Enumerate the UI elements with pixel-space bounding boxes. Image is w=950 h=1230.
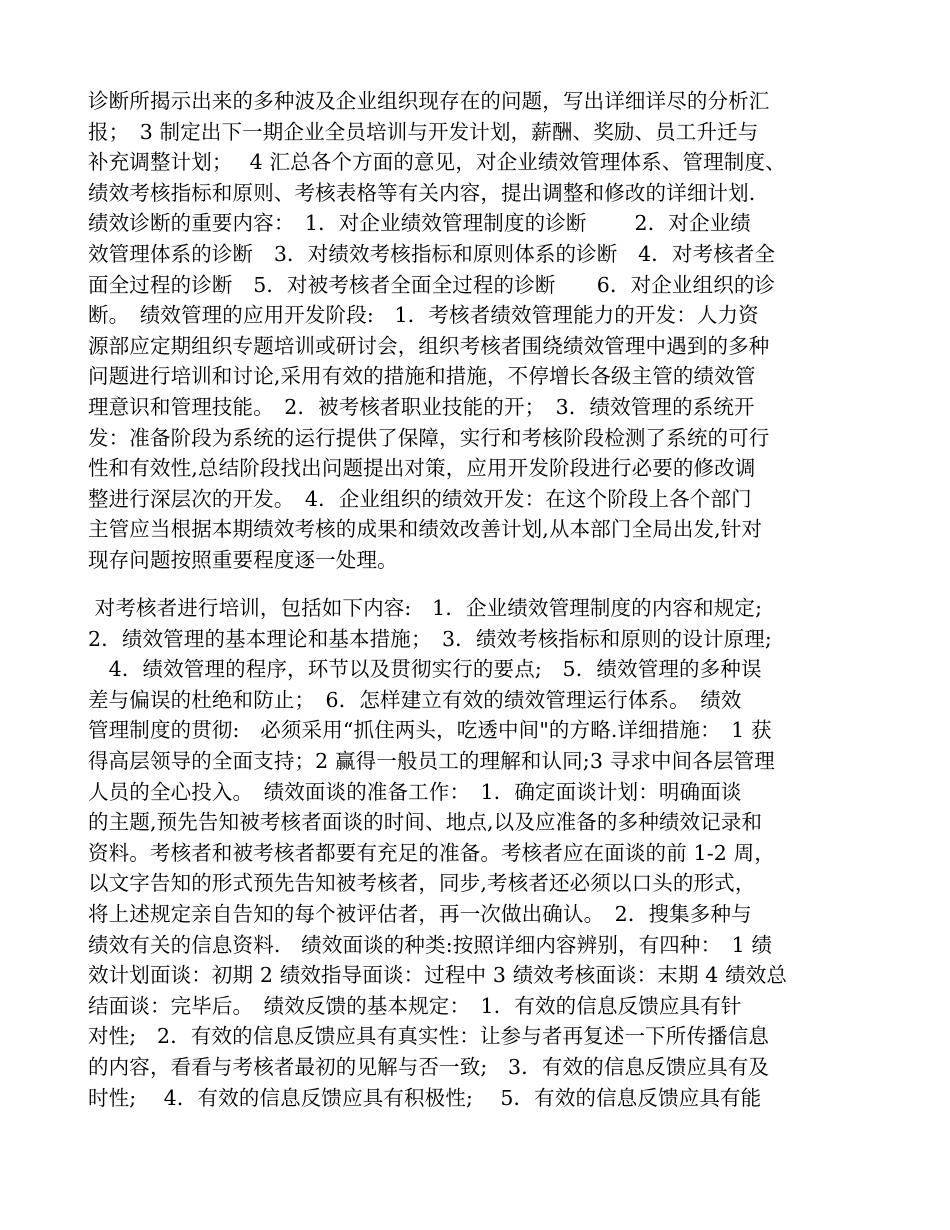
text-line: 问题进行培训和讨论,采用有效的措施和措施，不停增长各级主管的绩效管 [88,364,756,389]
text-line: 结面谈：完毕后。 绩效反馈的基本规定： 1．有效的信息反馈应具有针 [88,993,742,1018]
text-line: 断。 绩效管理的应用开发阶段: 1．考核者绩效管理能力的开发：人力资 [88,303,759,328]
text-line: 诊断所揭示出来的多种波及企业组织现存在的问题，写出详细详尽的分析汇 [88,89,770,113]
text-line: 绩效有关的信息资料. 绩效面谈的种类:按照详细内容辨别，有四种： 1 绩 [88,932,773,957]
text-line: 效计划面谈：初期 2 绩效指导面谈：过程中 3 绩效考核面谈：末期 4 绩效总 [88,963,788,988]
text-line: 源部应定期组织专题培训或研讨会，组织考核者围绕绩效管理中遇到的多种 [88,333,770,358]
text-line: 对考核者进行培训，包括如下内容: 1．企业绩效管理制度的内容和规定; [88,596,763,620]
text-line: 的主题,预先告知被考核者面谈的时间、地点,以及应准备的多种绩效记录和 [88,810,763,835]
text-line: 主管应当根据本期绩效考核的成果和绩效改善计划,从本部门全局出发,针对 [88,517,763,542]
text-line: 报； 3 制定出下一期企业全员培训与开发计划，薪酬、奖励、员工升迁与 [88,119,759,144]
text-line: 差与偏误的杜绝和防止； 6．怎样建立有效的绩效管理运行体系。 绩效 [88,687,742,712]
text-line: 绩效考核指标和原则、考核表格等有关内容，提出调整和修改的详细计划. [88,180,756,205]
text-line: 以文字告知的形式预先告知被考核者，同步,考核者还必须以口头的形式， [88,871,756,896]
text-line: 整进行深层次的开发。 4．企业组织的绩效开发：在这个阶段上各个部门 [88,486,752,511]
paragraph [88,593,868,1113]
text-line: 资料。考核者和被考核者都要有充足的准备。考核者应在面谈的前 1-2 周， [88,840,775,865]
text-line: 性和有效性,总结阶段找出问题提出对策，应用开发阶段进行必要的修改调 [88,456,756,481]
text-line: 时性; 4．有效的信息反馈应具有积极性; 5．有效的信息反馈应具有能 [88,1085,762,1110]
text-line: 将上述规定亲自告知的每个被评估者，再一次做出确认。 2．搜集多种与 [88,901,752,926]
text-line: 发：准备阶段为系统的运行提供了保障，实行和考核阶段检测了系统的可行 [88,425,770,450]
text-line: 绩效诊断的重要内容： 1．对企业绩效管理制度的诊断 2．对企业绩 [88,211,751,236]
text-line: 效管理体系的诊断 3．对绩效考核指标和原则体系的诊断 4．对考核者全 [88,241,776,266]
text-line: 理意识和管理技能。 2．被考核者职业技能的开； 3．绩效管理的系统开 [88,394,755,419]
text-line: 现存问题按照重要程度逐一处理。 [88,547,398,572]
text-line: 管理制度的贯彻: 必须采用“抓住两头，吃透中间"的方略.详细措施： 1 获 [88,718,772,743]
paragraph [88,86,868,576]
text-line: 的内容，看看与考核者最初的见解与否一致; 3．有效的信息反馈应具有及 [88,1054,770,1079]
text-line: 补充调整计划； 4 汇总各个方面的意见，对企业绩效管理体系、管理制度、 [88,150,786,175]
text-line: 4．绩效管理的程序，环节以及贯彻实行的要点; 5．绩效管理的多种误 [88,657,762,682]
text-line: 对性; 2．有效的信息反馈应具有真实性：让参与者再复述一下所传播信息 [88,1024,770,1049]
text-line: 面全过程的诊断 5．对被考核者全面全过程的诊断 6．对企业组织的诊 [88,272,776,297]
text-line: 人员的全心投入。 绩效面谈的准备工作： 1．确定面谈计划：明确面谈 [88,779,742,804]
text-line: 得高层领导的全面支持；2 赢得一般员工的理解和认同;3 寻求中间各层管理 [88,748,775,773]
text-line: 2．绩效管理的基本理论和基本措施； 3．绩效考核指标和原则的设计原理; [88,626,772,651]
